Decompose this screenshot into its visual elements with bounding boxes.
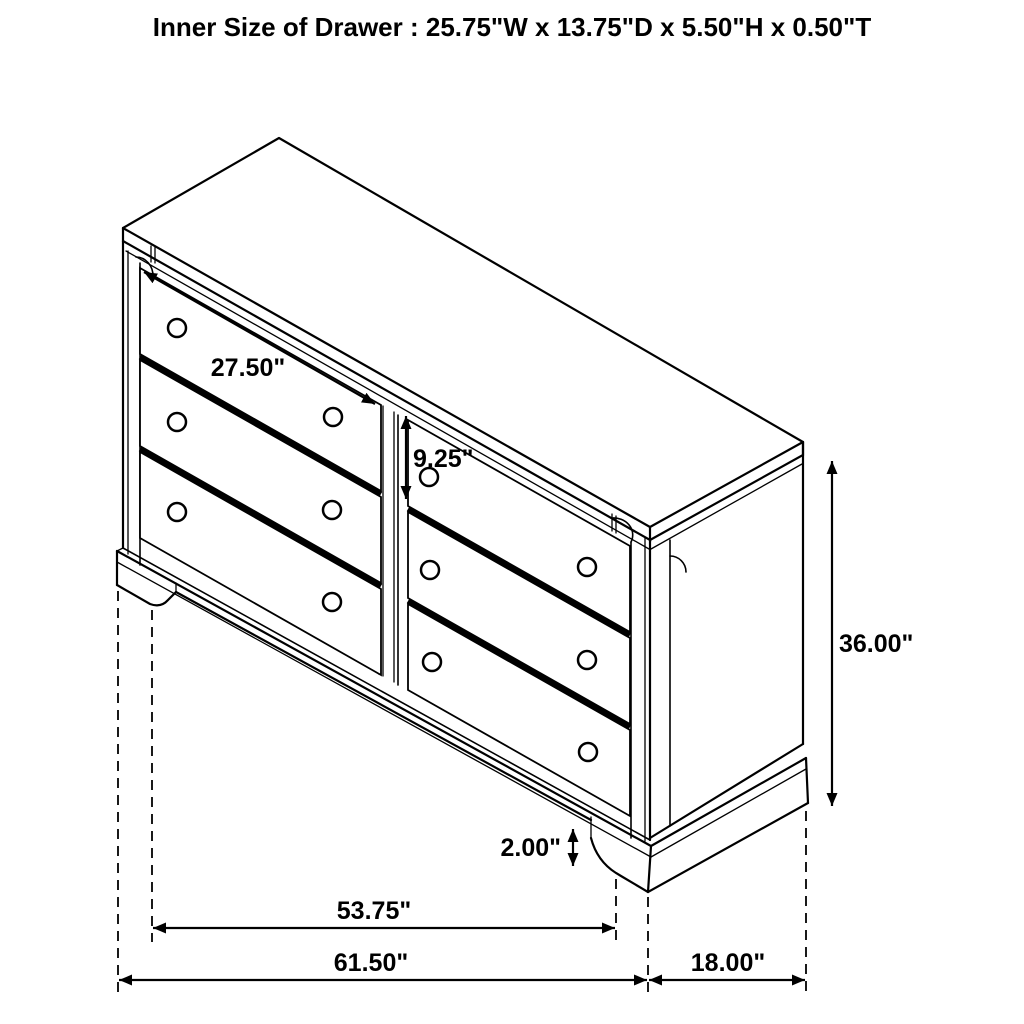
drawer-knob bbox=[168, 503, 186, 521]
drawer-knob bbox=[579, 743, 597, 761]
page-title: Inner Size of Drawer : 25.75"W x 13.75"D x 5.50"H x 0.50"T bbox=[152, 12, 872, 42]
dimension-overall-width bbox=[119, 949, 647, 980]
dimension-depth bbox=[649, 949, 805, 980]
dimension-label: 53.75" bbox=[336, 897, 412, 925]
drawer-knob bbox=[324, 408, 342, 426]
dimension-label: 2.00" bbox=[500, 834, 561, 862]
drawer-knob bbox=[168, 319, 186, 337]
dimension-label: 18.00" bbox=[690, 949, 766, 977]
drawer-knob bbox=[323, 593, 341, 611]
front-foot-cutout bbox=[591, 838, 648, 892]
drawer-knob bbox=[423, 653, 441, 671]
dimension-label: 27.50" bbox=[210, 354, 286, 382]
dresser-drawing bbox=[117, 138, 808, 892]
corner-bracket bbox=[670, 556, 686, 572]
dimension-foot-span bbox=[153, 897, 615, 928]
dimension-base-height bbox=[500, 829, 573, 866]
drawer-knob bbox=[168, 413, 186, 431]
dimension-label: 9.25" bbox=[413, 445, 474, 473]
dimension-overall-height bbox=[832, 461, 913, 806]
drawer-knob bbox=[578, 558, 596, 576]
dimension-label: 61.50" bbox=[333, 949, 409, 977]
drawer-knob bbox=[421, 561, 439, 579]
drawer-knob bbox=[578, 651, 596, 669]
drawer-knob bbox=[323, 501, 341, 519]
front-foot-cutout bbox=[117, 585, 176, 605]
dimension-label: 36.00" bbox=[839, 630, 914, 658]
